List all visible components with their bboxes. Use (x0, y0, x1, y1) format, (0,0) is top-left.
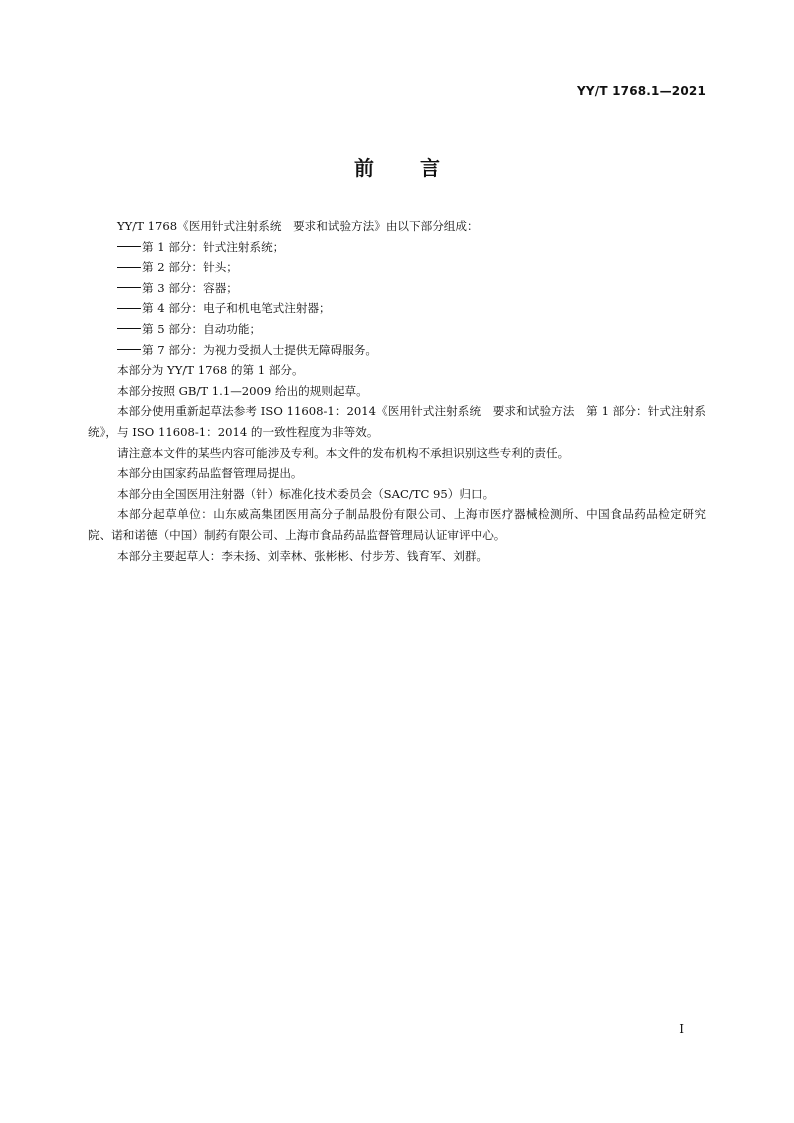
em-dash-mark (117, 246, 141, 247)
dash-list-item (88, 237, 706, 258)
paragraph-text: 本部分使用重新起草法参考 ISO 11608-1：2014《医用针式注射系统 要求和试验方法 第 1 部分：针式注射系统》，与 ISO 11608-1：2014 的一致性程度为非等效。 (88, 404, 706, 439)
paragraph (88, 360, 706, 381)
paragraph-text: 第 7 部分：为视力受损人士提供无障碍服务。 (142, 342, 378, 357)
paragraph-text: 本部分按照 GB/T 1.1—2009 给出的规则起草。 (117, 383, 368, 398)
paragraph-text: 第 1 部分：针式注射系统； (142, 239, 285, 254)
foreword-body (88, 216, 706, 566)
paragraph (88, 381, 706, 402)
dash-list-item (88, 298, 706, 319)
paragraph-text: 本部分起草单位：山东威高集团医用高分子制品股份有限公司、上海市医疗器械检测所、中国食品药品检定研究院、诺和诺德（中国）制药有限公司、上海市食品药品监督管理局认证审评中心。 (88, 507, 706, 542)
paragraph (88, 401, 706, 442)
standard-code: YY/T 1768.1—2021 (576, 84, 706, 98)
paragraph (88, 463, 706, 484)
paragraph-text: 本部分主要起草人：李未扬、刘幸林、张彬彬、付步芳、钱育军、刘群。 (117, 548, 489, 563)
em-dash-mark (117, 267, 141, 268)
paragraph (88, 546, 706, 567)
paragraph-text: 第 2 部分：针头； (142, 260, 238, 275)
dash-list-item (88, 278, 706, 299)
paragraph (88, 216, 706, 237)
page-title: 前言 (354, 156, 486, 180)
dash-list-item (88, 340, 706, 361)
paragraph-text: 第 4 部分：电子和机电笔式注射器； (142, 301, 331, 316)
paragraph-text: 第 5 部分：自动功能； (142, 321, 262, 336)
paragraph (88, 484, 706, 505)
em-dash-mark (117, 287, 141, 288)
paragraph-text: 本部分由全国医用注射器（针）标准化技术委员会（SAC/TC 95）归口。 (117, 486, 495, 501)
paragraph-text: 本部分由国家药品监督管理局提出。 (117, 466, 303, 481)
em-dash-mark (117, 349, 141, 350)
paragraph-text: 请注意本文件的某些内容可能涉及专利。本文件的发布机构不承担识别这些专利的责任。 (117, 445, 570, 460)
paragraph (88, 443, 706, 464)
paragraph-text: YY/T 1768《医用针式注射系统 要求和试验方法》由以下部分组成： (117, 219, 479, 233)
dash-list-item (88, 257, 706, 278)
em-dash-mark (117, 328, 141, 329)
paragraph-text: 第 3 部分：容器； (142, 280, 238, 295)
paragraph (88, 504, 706, 545)
page-number: I (679, 1022, 684, 1036)
paragraph-text: 本部分为 YY/T 1768 的第 1 部分。 (117, 363, 304, 378)
dash-list-item (88, 319, 706, 340)
em-dash-mark (117, 308, 141, 309)
